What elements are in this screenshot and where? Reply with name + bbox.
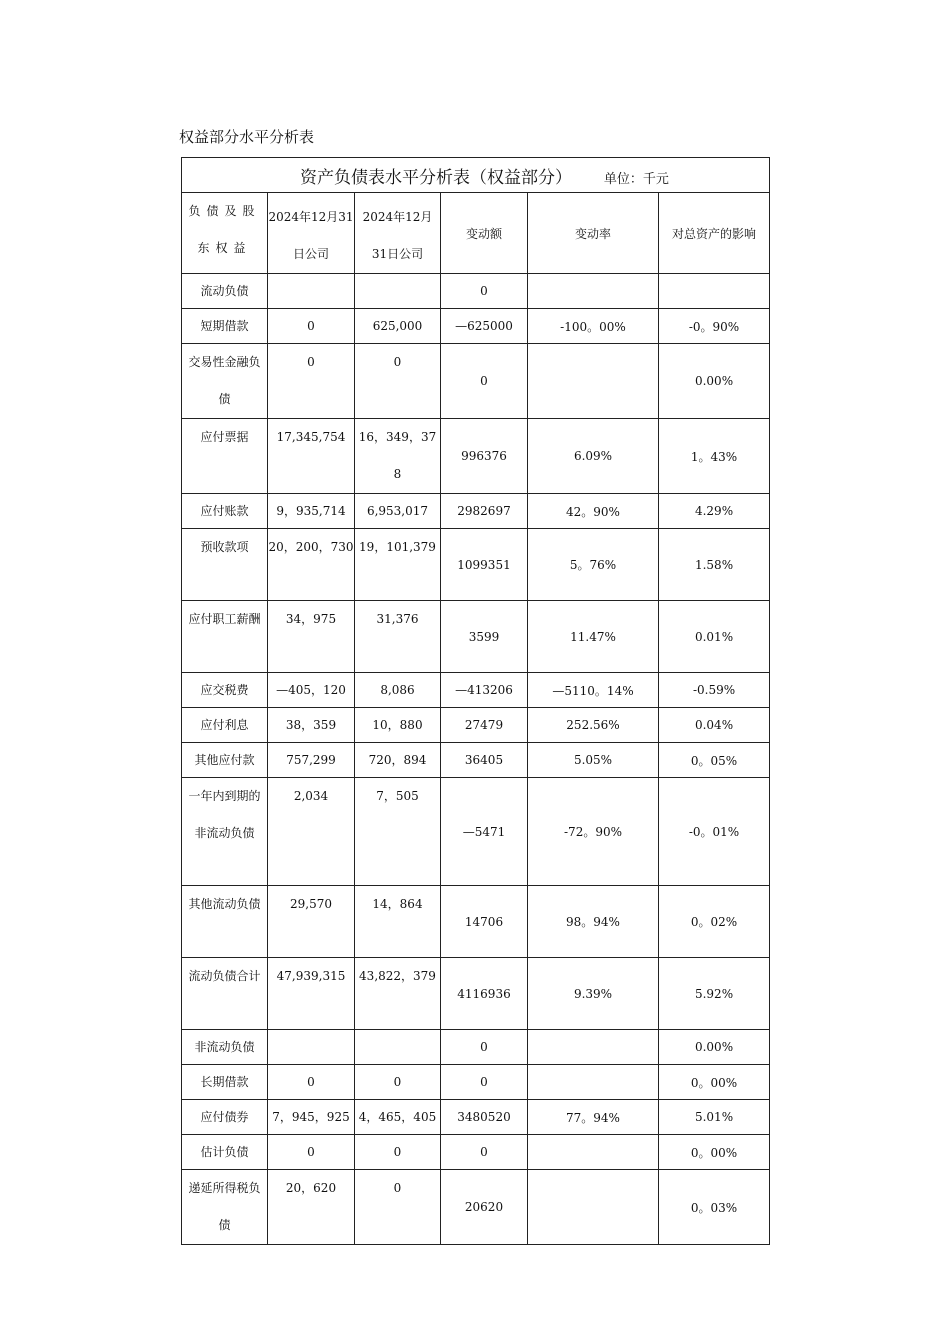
header-row [182, 193, 770, 274]
row-label: 应付票据 [182, 419, 268, 494]
change-rate: -100。00% [528, 309, 659, 344]
value-2024a [268, 274, 355, 309]
impact-on-total-assets: 0.00% [659, 1030, 770, 1065]
value-2024a: —405，120 [268, 673, 355, 708]
value-2024a: 47,939,315 [268, 958, 355, 1030]
impact-on-total-assets [659, 274, 770, 309]
table-row [182, 419, 770, 494]
table-row [182, 743, 770, 778]
impact-on-total-assets: -0。01% [659, 778, 770, 886]
impact-on-total-assets: 0.00% [659, 344, 770, 419]
change-rate: 42。90% [528, 494, 659, 529]
row-label: 应交税费 [182, 673, 268, 708]
value-2024b: 4，465，405 [355, 1100, 441, 1135]
value-2024a: 29,570 [268, 886, 355, 958]
change-amount: 0 [441, 1135, 528, 1170]
value-2024b: 720，894 [355, 743, 441, 778]
change-rate: —5110。14% [528, 673, 659, 708]
change-rate [528, 1030, 659, 1065]
header-impact: 对总资产的影响 [659, 193, 770, 274]
change-amount: 3599 [441, 601, 528, 673]
row-label: 估计负债 [182, 1135, 268, 1170]
impact-on-total-assets: 0.01% [659, 601, 770, 673]
change-amount: —625000 [441, 309, 528, 344]
header-item: 负债及股东权益 [182, 193, 268, 274]
value-2024b: 16，349，378 [355, 419, 441, 494]
change-amount: 0 [441, 1065, 528, 1100]
impact-on-total-assets: 0。05% [659, 743, 770, 778]
value-2024b: 43,822，379 [355, 958, 441, 1030]
row-label: 递延所得税负债 [182, 1170, 268, 1245]
value-2024a: 0 [268, 344, 355, 419]
change-amount: 996376 [441, 419, 528, 494]
row-label: 长期借款 [182, 1065, 268, 1100]
value-2024b: 0 [355, 1170, 441, 1245]
value-2024b: 31,376 [355, 601, 441, 673]
change-rate: 5。76% [528, 529, 659, 601]
value-2024b: 7，505 [355, 778, 441, 886]
value-2024a: 38，359 [268, 708, 355, 743]
impact-on-total-assets: 0。03% [659, 1170, 770, 1245]
value-2024b: 6,953,017 [355, 494, 441, 529]
row-label: 应付利息 [182, 708, 268, 743]
table-row [182, 886, 770, 958]
change-amount: —413206 [441, 673, 528, 708]
value-2024a: 20，200，730 [268, 529, 355, 601]
table-row [182, 958, 770, 1030]
value-2024a [268, 1030, 355, 1065]
table-row [182, 344, 770, 419]
header-col-2024a: 2024年12月31日公司 [268, 193, 355, 274]
change-rate: -72。90% [528, 778, 659, 886]
change-rate: 11.47% [528, 601, 659, 673]
value-2024a: 7，945，925 [268, 1100, 355, 1135]
value-2024a: 0 [268, 1135, 355, 1170]
value-2024a: 20，620 [268, 1170, 355, 1245]
impact-on-total-assets: 1.58% [659, 529, 770, 601]
row-label: 其他应付款 [182, 743, 268, 778]
impact-on-total-assets: -0.59% [659, 673, 770, 708]
header-change: 变动额 [441, 193, 528, 274]
table-row [182, 1170, 770, 1245]
value-2024b: 19，101,379 [355, 529, 441, 601]
table-row [182, 778, 770, 886]
change-rate [528, 1135, 659, 1170]
impact-on-total-assets: -0。90% [659, 309, 770, 344]
row-label: 预收款项 [182, 529, 268, 601]
row-label: 应付账款 [182, 494, 268, 529]
value-2024a: 757,299 [268, 743, 355, 778]
value-2024a: 2,034 [268, 778, 355, 886]
row-label: 其他流动负债 [182, 886, 268, 958]
change-rate: 98。94% [528, 886, 659, 958]
impact-on-total-assets: 5.92% [659, 958, 770, 1030]
row-label: 交易性金融负债 [182, 344, 268, 419]
title-cell [182, 158, 770, 193]
value-2024a: 17,345,754 [268, 419, 355, 494]
value-2024b: 625,000 [355, 309, 441, 344]
change-amount: 20620 [441, 1170, 528, 1245]
change-amount: —5471 [441, 778, 528, 886]
change-rate: 6.09% [528, 419, 659, 494]
change-amount: 14706 [441, 886, 528, 958]
value-2024b: 8,086 [355, 673, 441, 708]
impact-on-total-assets: 5.01% [659, 1100, 770, 1135]
impact-on-total-assets: 0。02% [659, 886, 770, 958]
change-amount: 3480520 [441, 1100, 528, 1135]
value-2024b: 14，864 [355, 886, 441, 958]
row-label: 短期借款 [182, 309, 268, 344]
table-row [182, 529, 770, 601]
row-label: 一年内到期的非流动负债 [182, 778, 268, 886]
change-rate: 77。94% [528, 1100, 659, 1135]
value-2024b: 0 [355, 1065, 441, 1100]
change-rate: 252.56% [528, 708, 659, 743]
impact-on-total-assets: 4.29% [659, 494, 770, 529]
impact-on-total-assets: 0。00% [659, 1065, 770, 1100]
page-heading: 权益部分水平分析表 [179, 128, 315, 146]
change-rate: 5.05% [528, 743, 659, 778]
table-row [182, 1065, 770, 1100]
header-col-2024b: 2024年12月31日公司 [355, 193, 441, 274]
table-row [182, 494, 770, 529]
change-rate: 9.39% [528, 958, 659, 1030]
change-rate [528, 1170, 659, 1245]
table-row [182, 1100, 770, 1135]
value-2024a: 34，975 [268, 601, 355, 673]
row-label: 流动负债合计 [182, 958, 268, 1030]
row-label: 非流动负债 [182, 1030, 268, 1065]
row-label: 应付职工薪酬 [182, 601, 268, 673]
change-amount: 1099351 [441, 529, 528, 601]
table-row [182, 274, 770, 309]
value-2024a: 0 [268, 1065, 355, 1100]
row-label: 应付债券 [182, 1100, 268, 1135]
title-row [182, 158, 770, 193]
change-amount: 0 [441, 1030, 528, 1065]
value-2024b [355, 1030, 441, 1065]
impact-on-total-assets: 0.04% [659, 708, 770, 743]
value-2024a: 0 [268, 309, 355, 344]
table-title: 资产负债表水平分析表（权益部分） [300, 167, 572, 188]
change-rate [528, 1065, 659, 1100]
impact-on-total-assets: 1。43% [659, 419, 770, 494]
change-rate [528, 344, 659, 419]
value-2024b [355, 274, 441, 309]
change-amount: 0 [441, 344, 528, 419]
change-amount: 0 [441, 274, 528, 309]
change-amount: 36405 [441, 743, 528, 778]
impact-on-total-assets: 0。00% [659, 1135, 770, 1170]
row-label: 流动负债 [182, 274, 268, 309]
change-rate [528, 274, 659, 309]
table-row [182, 601, 770, 673]
header-rate: 变动率 [528, 193, 659, 274]
change-amount: 4116936 [441, 958, 528, 1030]
equity-horizontal-analysis-table [181, 157, 770, 1245]
table-row [182, 708, 770, 743]
value-2024b: 0 [355, 1135, 441, 1170]
change-amount: 27479 [441, 708, 528, 743]
change-amount: 2982697 [441, 494, 528, 529]
unit-label: 单位：千元 [603, 171, 669, 187]
table-row [182, 1030, 770, 1065]
value-2024a: 9，935,714 [268, 494, 355, 529]
value-2024b: 10，880 [355, 708, 441, 743]
table-row [182, 309, 770, 344]
table-row [182, 673, 770, 708]
table-row [182, 1135, 770, 1170]
value-2024b: 0 [355, 344, 441, 419]
